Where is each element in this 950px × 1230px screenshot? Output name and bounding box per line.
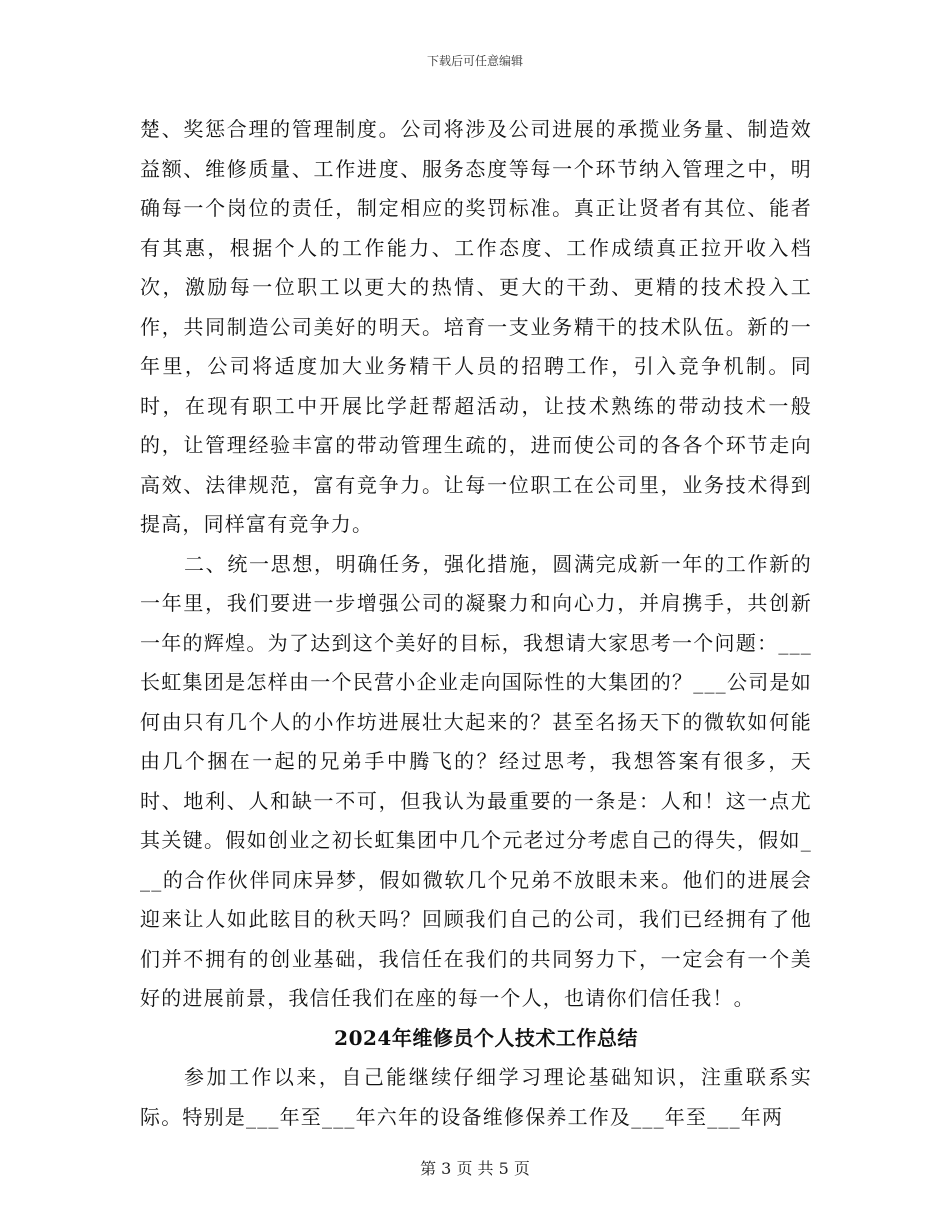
body-paragraph: 楚、奖惩合理的管理制度。公司将涉及公司进展的承揽业务量、制造效益额、维修质量、工作进度、服务态度等每一个环节纳入管理之中，明确每一个岗位的责任，制定相应的奖罚标准。真正让贤者有其位、能者有其惠，根据个人的工作能力、工作态度、工作成绩真正拉开收入档次，激励每一位职工以更大的热情、更大的干劲、更精的技术投入工作，共同制造公司美好的明天。培育一支业务精干的技术队伍。新的一年里，公司将适度加大业务精干人员的招聘工作，引入竞争机制。同时，在现有职工中开展比学赶帮超活动，让技术熟练的带动技术一般的，让管理经验丰富的带动管理生疏的，进而使公司的各各个环节走向高效、法律规范，富有竞争力。让每一位职工在公司里，业务技术得到提高，同样富有竞争力。 bbox=[140, 117, 812, 536]
document-body bbox=[140, 110, 812, 1137]
section-title: 2024年维修员个人技术工作总结 bbox=[334, 1025, 638, 1050]
body-paragraph: 参加工作以来，自己能继续仔细学习理论基础知识，注重联系实际。特别是___年至___年六年的设备维修保养工作及___年至___年两 bbox=[140, 1065, 812, 1129]
header-note: 下载后可任意编辑 bbox=[426, 54, 523, 68]
body-paragraph: 二、统一思想，明确任务，强化措施，圆满完成新一年的工作新的一年里，我们要进一步增强公司的凝聚力和向心力，并肩携手，共创新一年的辉煌。为了达到这个美好的目标，我想请大家思考一个问题：___长虹集团是怎样由一个民营小企业走向国际性的大集团的？___公司是如何由只有几个人的小作坊进展壮大起来的？甚至名扬天下的微软如何能由几个捆在一起的兄弟手中腾飞的？经过思考，我想答案有很多，天时、地利、人和缺一不可，但我认为最重要的一条是：人和！这一点尤其关键。假如创业之初长虹集团中几个元老过分考虑自己的得失，假如___的合作伙伴同床异梦，假如微软几个兄弟不放眼未来。他们的进展会迎来让人如此眩目的秋天吗？回顾我们自己的公司，我们已经拥有了他们并不拥有的创业基础，我信任在我们的共同努力下，一定会有一个美好的进展前景，我信任我们在座的每一个人，也请你们信任我！。 bbox=[140, 551, 812, 1010]
page-footer: 第 3 页 共 5 页 bbox=[420, 1159, 530, 1178]
